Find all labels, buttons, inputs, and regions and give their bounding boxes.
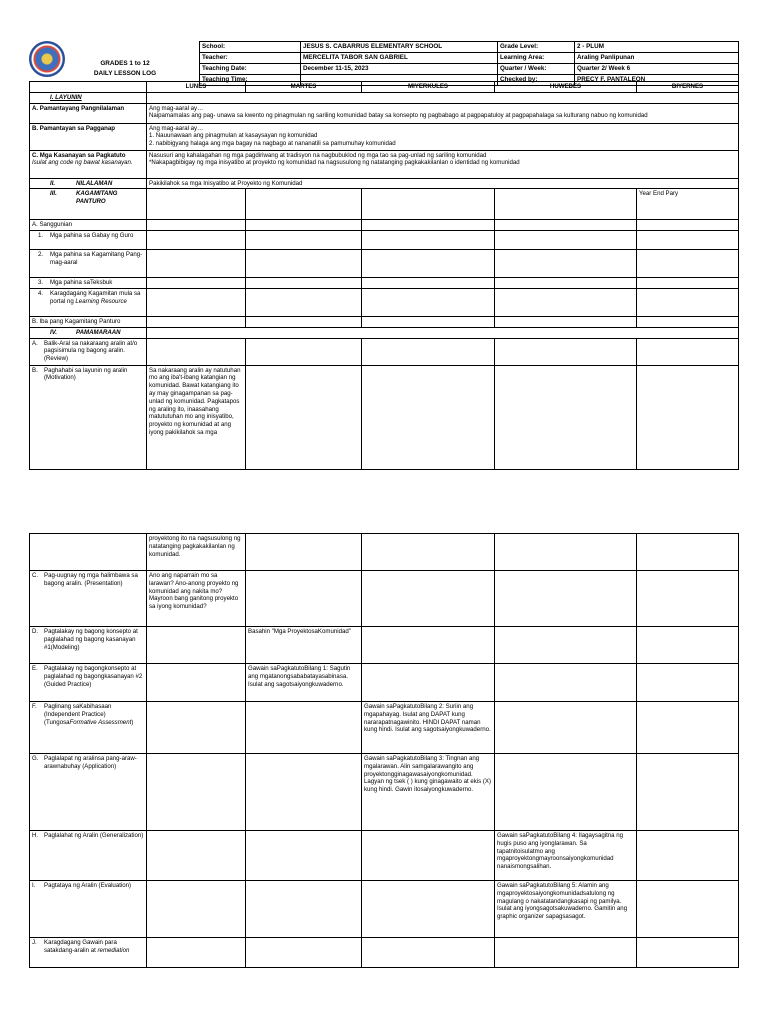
s4-label: Karagdagang Kagamitan mula sa portal ng: [50, 289, 141, 305]
page-2: [0, 530, 768, 990]
s3-num: 3.: [38, 279, 44, 287]
PF-label-close: ): [131, 718, 134, 726]
pamamaraan-cell: [30, 327, 147, 338]
kagamitan-label: KAGAMITANG PANTURO: [76, 190, 118, 206]
header-table: [199, 41, 739, 86]
day-biyernes: BIYERNES: [637, 82, 739, 93]
layunin-heading: I. LAYUNIN: [30, 92, 147, 103]
PD-cell: [30, 627, 147, 664]
pamamaraan-label: PAMAMARAAN: [76, 328, 121, 336]
PB-num: B.: [32, 366, 38, 374]
PJ-label-italic: remediation: [97, 946, 130, 954]
date-label: Teaching Date:: [200, 64, 301, 75]
pamamaraan-blank: [147, 327, 739, 338]
PB-cell: [30, 365, 147, 469]
deped-seal-icon: [29, 41, 65, 77]
PF-num: F.: [32, 703, 37, 710]
kasanayan-text: [147, 150, 739, 178]
kasanayan-label-cell: [30, 150, 147, 178]
pamantayang-pangnilalaman-text: [147, 103, 739, 123]
B-text-1: Ang mag-aaral ay…: [149, 124, 204, 132]
lesson-log-table-1: [29, 81, 739, 470]
PI-huw: Gawain saPagkatutoBilang 5: Alamin ang mgaproyektosaiyongkomunidadsatulong ng magulang o nakatatandangkasapi ng pamilya. Isulat ang iyongsagotsakuwaderno. Gamitin ang graphic organizer sapagsasagot.: [495, 881, 637, 938]
pamantayan-pagganap-label: B. Pamantayan sa Pagganap: [30, 123, 147, 150]
lesson-log-table-2: [29, 533, 739, 968]
iba-pang-label: B. Iba pang Kagamitang Panturo: [30, 316, 147, 327]
dll-title: [70, 59, 180, 78]
pamantayang-pangnilalaman-label: A. Pamantayang Pangnilalaman: [30, 103, 147, 123]
B-text-2: 1. Nauunawaan ang pinagmulan at kasaysayan ng komunidad: [149, 132, 318, 140]
s4-cell: [30, 288, 147, 316]
school-label: School:: [200, 42, 301, 53]
kagamitan-cell: [30, 189, 147, 220]
nilalaman-label: NILALAMAN: [76, 179, 113, 187]
day-lunes: LUNES: [147, 82, 246, 93]
school-value: JESUS S. CABARRUS ELEMENTARY SCHOOL: [301, 42, 498, 53]
s1-label: Mga pahina sa Gabay ng Guro: [50, 232, 134, 240]
C-text-1: Nasusuri ang kahalagahan ng mga pagdiriwang at tradisyon na nagbubuklod ng mga tao sa pag-unlad ng sariling komunidad: [149, 151, 487, 159]
PI-label: Pagtataya ng Aralin (Evaluation): [44, 882, 132, 889]
grade-value: 2 - PLUM: [575, 42, 739, 53]
PH-huw: Gawain saPagkatutoBilang 4: Ilagaysagitna ng hugis puso ang iyonglarawan. Sa tapatnitoisulatmo ang mgaproyektongmayroonsaiyongkomunidad nanaismongsalihan.: [495, 831, 637, 881]
title-line-2: DAILY LESSON LOG: [93, 69, 157, 77]
PC-cell: [30, 571, 147, 627]
layunin-blank: [147, 92, 739, 103]
PB-label: Paghahabi sa layunin ng aralin (Motivation): [44, 366, 128, 382]
grade-label: Grade Level:: [498, 42, 575, 53]
s3-cell: [30, 278, 147, 289]
PJ-label: Karagdagang Gawain para satakdang-aralin at: [44, 939, 117, 954]
kag-lunes: [147, 189, 246, 220]
s4-label-italic: Learning Resource: [75, 297, 127, 305]
kagamitan-num: III.: [50, 190, 57, 198]
s3-label: Mga pahina saTeksbuk: [50, 279, 113, 287]
day-miyerkules: MIYERKULES: [362, 82, 495, 93]
kag-huw: [495, 189, 637, 220]
PD-martes: Basahin "Mga ProyektosaKomunidad": [246, 627, 362, 664]
pamantayan-pagganap-text: [147, 123, 739, 150]
s1-cell: [30, 231, 147, 250]
PE-martes: Gawain saPagkatutoBilang 1: Sagutin ang mgatanongsababatayasabinasa. Isulat ang sagotsaiyongkuwaderno.: [246, 664, 362, 702]
area-value: Araling Panlipunan: [575, 53, 739, 64]
corner-cell: [30, 82, 147, 93]
PG-cell: [30, 754, 147, 831]
checked-value: PRECY F. PANTALEON: [575, 75, 739, 86]
s2-num: 2.: [38, 251, 44, 259]
title-line-1: GRADES 1 to 12: [100, 60, 150, 67]
PF-cell: [30, 702, 147, 754]
page-1: [0, 0, 768, 480]
s2-cell: [30, 250, 147, 278]
PC-num: C.: [32, 572, 39, 579]
nilalaman-text: Pakikilahok sa mga Inisyatibo at Proyekto ng Komunidad: [147, 178, 739, 189]
kasanayan-label: C. Mga Kasanayan sa Pagkatuto: [32, 151, 126, 159]
day-martes: MARTES: [246, 82, 362, 93]
PE-num: E.: [32, 665, 38, 672]
PA-cell: [30, 338, 147, 365]
s1-num: 1.: [38, 232, 44, 240]
pamamaraan-num: IV.: [50, 328, 57, 336]
PD-label: Pagtalakay ng bagong konsepto at paglalahad ng bagong kasanayan #1(Modeling): [44, 628, 138, 651]
A-text-2: Naipamamalas ang pag- unawa sa kwento ng pinagmulan ng sariling komunidad batay sa konsepto ng pagbabago at pagpapatuloy at pagpapahalaga sa kulturang nabuo ng komunidad: [149, 112, 648, 120]
date-value: December 11-15, 2023: [301, 64, 498, 75]
s2-label: Mga pahina sa Kagamitang Pang-mag-aaral: [50, 251, 143, 266]
PE-label: Pagtalakay ng bagongkonsepto at paglalahad ng bagongkasanayan #2 (Guided Practice): [44, 665, 143, 688]
PE-cell: [30, 664, 147, 702]
kag-martes: [246, 189, 362, 220]
PG-label: Paglalapat ng aralinsa pang-araw-arawnabuhay (Application): [44, 755, 137, 770]
PG-num: G.: [32, 755, 39, 762]
PC-lunes: Ano ang naparrain mo sa larawan? Ano-anong proyekto ng komunidad ang nakita mo? Mayroon bang ganitong proyekto sa iyong komunidad?: [147, 571, 246, 627]
PD-num: D.: [32, 628, 39, 635]
area-label: Learning Area:: [498, 53, 575, 64]
PF-label: Paglinang saKabihasaan (Independent Practice) (Tungosa: [44, 703, 112, 726]
s4-num: 4.: [38, 289, 44, 297]
PI-cell: [30, 881, 147, 938]
teacher-label: Teacher:: [200, 53, 301, 64]
PJ-cell: [30, 938, 147, 968]
teacher-value: MERCELITA TABOR SAN GABRIEL: [301, 53, 498, 64]
PF-label-italic: Formative Assessment: [69, 718, 132, 726]
year-end-cell: Year End Pary: [637, 189, 739, 220]
sanggunian-label: A. Sanggunian: [30, 220, 147, 231]
quarter-label: Quarter / Week:: [498, 64, 575, 75]
time-label: Teaching Time:: [200, 75, 301, 86]
PJ-num: J.: [32, 939, 37, 946]
A-text-1: Ang mag-aaral ay…: [149, 104, 204, 112]
quarter-value: Quarter 2/ Week 6: [575, 64, 739, 75]
PC-label: Pag-uugnay ng mga halimbawa sa bagong aralin. (Presentation): [44, 572, 138, 587]
B-text-3: 2. nabibigyang halaga ang mga bagay na nagbago at nananatili sa pamumuhay komunidad: [149, 140, 396, 148]
nilalaman-cell: [30, 178, 147, 189]
nilalaman-num: II.: [50, 179, 56, 187]
cont-label: [30, 534, 147, 571]
cont-lunes: proyektong ito na nagsusulong ng natatanging pagkakakilanlan ng komunidad.: [147, 534, 246, 571]
PA-label: Balik-Aral sa nakaraang aralin at/o pagsisimula ng bagong aralin.(Review): [44, 339, 138, 363]
PH-cell: [30, 831, 147, 881]
PH-label: Paglalahat ng Aralin (Generalization): [44, 832, 144, 839]
kag-miy: [362, 189, 495, 220]
kasanayan-sub: Isulat ang code ng bawat kasanayan.: [32, 159, 133, 167]
PB-lunes: Sa nakaraang aralin ay natutuhan mo ang iba't-ibang katangian ng komunidad. Bawat katangiang ito ay may ginagampanan sa pag-unlad ng komunidad. Pagkatapos ng araling ito, inaasahang matututuhan mo ang inisyatibo, proyekto ng komunidad at ang iyong pakikilahok sa mga: [147, 365, 246, 469]
PG-miy: Gawain saPagkatutoBilang 3: Tingnan ang mgalarawan. Alin samgalarawangito ang proyektongginagawasaiyongkomunidad. Lagyan ng tsek ( ) kung ginagawaito at ekis (X) kung hindi. Gawin itosaiyongkuwaderno.: [362, 754, 495, 831]
checked-label: Checked by:: [498, 75, 575, 86]
day-huwebes: HUWEBES: [495, 82, 637, 93]
C-text-2: *Nakapagbibigay ng mga inisyatibo at proyekto ng komunidad na nagsusulong ng natatanging pagkakakilanlan o identidad ng komunidad: [149, 159, 520, 167]
PA-num: A.: [32, 339, 38, 347]
PF-miy: Gawain saPagkatutoBilang 2: Suriin ang mgapahayag. Isulat ang DAPAT kung nararapatnagawinito. HINDI DAPAT naman kung hindi. Isulat ang sagotsaiyongkuwaderno.: [362, 702, 495, 754]
PI-num: I.: [32, 882, 36, 889]
PH-num: H.: [32, 832, 39, 839]
